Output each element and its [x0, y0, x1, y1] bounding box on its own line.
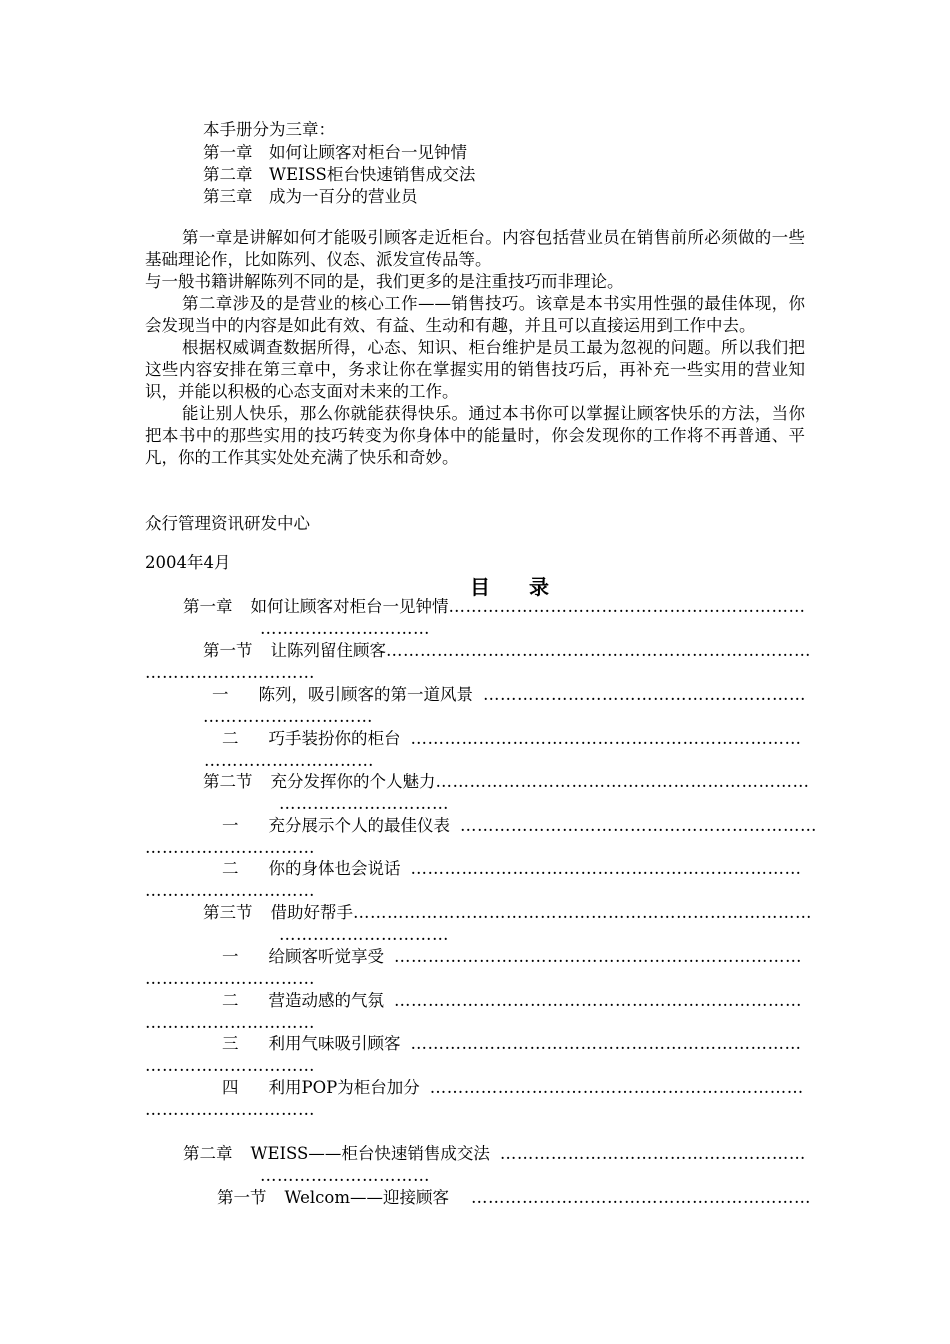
toc-leader: ……………………………………………………………………… [353, 903, 812, 922]
paragraph-4: 根据权威调查数据所得，心态、知识、柜台维护是员工最为忽视的问题。所以我们把这些内容安排在第三章中，务求让你在掌握实用的销售技巧后，再补充一些实用的营业知识，并能以积极的心态支面对未来的工作。 [145, 338, 805, 401]
toc-number: 第一节 [217, 1188, 267, 1207]
toc-leader: ………………………… [260, 619, 430, 638]
toc-entry[interactable] [145, 858, 802, 902]
toc-label: 营造动感的气氛 [268, 991, 384, 1010]
toc-entry[interactable] [203, 771, 810, 815]
toc-entry[interactable] [183, 596, 806, 640]
toc-entry[interactable] [145, 1077, 804, 1121]
toc-leader: ……………………………………………………… [460, 816, 817, 835]
toc-leader: ……………………………………………… [499, 1144, 806, 1163]
toc-leader: ………………………… [279, 794, 449, 813]
toc-label: 给顾客听觉享受 [268, 947, 384, 966]
toc-leader: ………………………… [204, 751, 374, 770]
toc-leader: ………………………… [145, 1013, 315, 1032]
toc-number: 第二节 [203, 772, 253, 791]
toc-label: 陈列，吸引顾客的第一道风景 [258, 685, 473, 704]
intro-chapter-3: 第三章 成为一百分的营业员 [203, 187, 418, 206]
toc-entry[interactable] [204, 728, 802, 772]
toc-leader: ………………………… [145, 1100, 315, 1119]
toc-leader: ……………………………………………………… [448, 597, 806, 616]
toc-leader: ………………………………………………………………… [386, 641, 811, 660]
toc-leader: ………………………………………………………… [435, 772, 810, 791]
toc-number: 第一节 [203, 641, 253, 660]
toc-label: 利用气味吸引顾客 [268, 1034, 401, 1053]
toc-leader: ……………………………………………………………… [394, 991, 802, 1010]
intro-chapter-2: 第二章 WEISS柜台快速销售成交法 [203, 165, 476, 184]
toc-leader: …………………………………………………………… [410, 859, 802, 878]
body-text [145, 227, 805, 469]
intro-chapter-1: 第一章 如何让顾客对柜台一见钟情 [203, 143, 467, 162]
toc-entry[interactable] [145, 815, 817, 859]
paragraph-1: 第一章是讲解如何才能吸引顾客走近柜台。内容包括营业员在销售前所必须做的一些基础理论作，比如陈列、仪态、派发宣传品等。 [145, 228, 805, 269]
toc-number: 第三节 [203, 903, 253, 922]
toc-number: 三 [222, 1034, 239, 1053]
toc-leader: ………………………… [203, 707, 373, 726]
toc-leader: ………………………… [145, 663, 315, 682]
toc-leader: …………………………………………………………… [410, 729, 802, 748]
toc-number: 一 [222, 816, 239, 835]
toc-label: 你的身体也会说话 [268, 859, 401, 878]
toc-leader: ………………………… [260, 1166, 430, 1185]
toc-entry[interactable] [145, 640, 811, 684]
paragraph-3: 第二章涉及的是营业的核心工作——销售技巧。该章是本书实用性强的最佳体现，你会发现当中的内容是如此有效、有益、生动和有趣，并且可以直接运用到工作中去。 [145, 294, 805, 335]
toc-number: 二 [222, 991, 239, 1010]
toc-label: 如何让顾客对柜台一见钟情 [250, 597, 449, 616]
toc-leader: …………………………………………………… [470, 1188, 811, 1207]
paragraph-2: 与一般书籍讲解陈列不同的是，我们更多的是注重技巧而非理论。 [145, 272, 624, 291]
toc-label: 借助好帮手 [270, 903, 353, 922]
toc-label: 利用POP为柜台加分 [268, 1078, 420, 1097]
toc-leader: …………………………………………………………… [410, 1034, 802, 1053]
toc-number: 第一章 [183, 597, 233, 616]
toc-leader: ………………………… [145, 969, 315, 988]
toc-leader: ………………………… [145, 881, 315, 900]
toc-leader: ……………………………………………………………… [394, 947, 802, 966]
toc-leader: ………………………… [279, 925, 449, 944]
toc-label: 充分展示个人的最佳仪表 [268, 816, 450, 835]
signature-date: 2004年4月 [145, 553, 231, 572]
intro-heading: 本手册分为三章： [203, 120, 335, 139]
toc-entry[interactable] [203, 684, 806, 728]
toc-number: 二 [222, 729, 239, 748]
toc-number: 一 [222, 947, 239, 966]
toc-entry[interactable] [145, 990, 802, 1034]
toc-label: 让陈列留住顾客 [270, 641, 386, 660]
toc-entry[interactable] [183, 1143, 806, 1187]
toc-label: 充分发挥你的个人魅力 [270, 772, 436, 791]
signature-org: 众行管理资讯研发中心 [145, 514, 310, 533]
toc-leader: ………………………………………………………… [429, 1078, 804, 1097]
toc-number: 第二章 [183, 1144, 233, 1163]
toc-entry[interactable] [217, 1187, 811, 1209]
toc-leader: ………………………… [145, 1056, 315, 1075]
toc-label: WEISS——柜台快速销售成交法 [250, 1144, 490, 1163]
toc-entry[interactable] [203, 902, 812, 946]
toc-label: 巧手装扮你的柜台 [268, 729, 401, 748]
toc-number: 二 [222, 859, 239, 878]
toc-leader: ………………………………………………… [483, 685, 806, 704]
toc-entry[interactable] [145, 946, 802, 990]
toc-number: 一 [212, 685, 229, 704]
paragraph-5: 能让别人快乐，那么你就能获得快乐。通过本书你可以掌握让顾客快乐的方法，当你把本书中的那些实用的技巧转变为你身体中的能量时，你会发现你的工作将不再普通、平凡，你的工作其实处处充满了快乐和奇妙。 [145, 404, 805, 467]
toc-entry[interactable] [145, 1033, 802, 1077]
toc-number: 四 [222, 1078, 239, 1097]
toc-title: 目 录 [470, 575, 565, 599]
toc-leader: ………………………… [145, 838, 315, 857]
toc-label: Welcom——迎接顾客 [284, 1188, 449, 1207]
